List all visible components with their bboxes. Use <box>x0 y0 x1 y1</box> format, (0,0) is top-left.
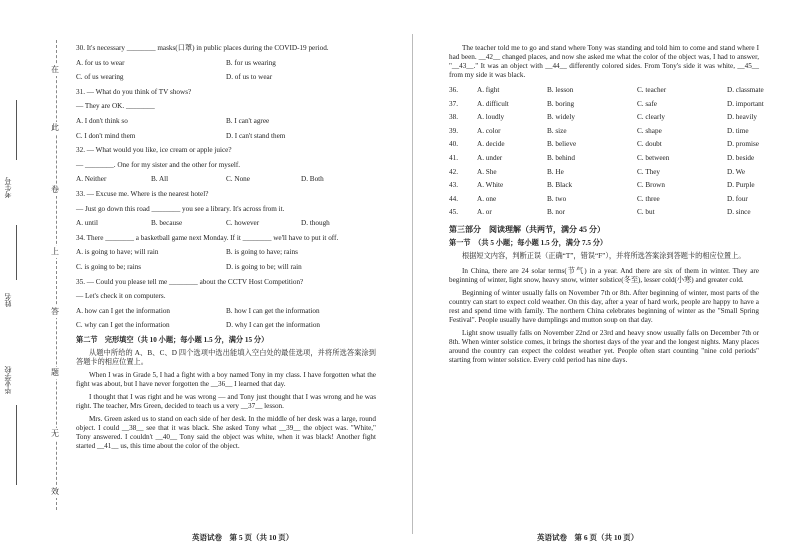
cloze-option: C. Brown <box>637 181 665 190</box>
answer-options <box>76 321 376 330</box>
question-number: 43. <box>449 181 458 190</box>
cloze-option: A. loudly <box>477 113 505 122</box>
cloze-option: D. since <box>727 208 751 217</box>
question-line: 35. — Could you please tell me ________ about the CCTV Host Competition? <box>76 277 304 286</box>
answer-option: B. for us wearing <box>226 58 276 67</box>
seal-char: 此 <box>51 123 59 132</box>
reading-instructions: 根据短文内容，判断正误（正确“T”，错误“F”），并将所选答案涂到答题卡的相应位置上。 <box>462 252 746 261</box>
question-line: — They are OK. ________ <box>76 102 155 111</box>
seal-char: 卷 <box>51 185 59 194</box>
cloze-option: A. difficult <box>477 99 509 108</box>
answer-option: A. Neither <box>76 175 107 184</box>
cloze-option: B. He <box>547 167 564 176</box>
cloze-option: A. one <box>477 194 497 203</box>
question-list <box>76 44 376 330</box>
answer-option: C. None <box>226 175 250 184</box>
reading-paragraph: Beginning of winter usually falls on November 7th or 8th. After beginning of winter, most parts of the country can start to expect cold weather. On this day, after a year of hard work, people are happy to have a rest and spend time with family. The northern China celebrates beginning of winter as the "Small Spring Festival". People usually have dumplings and mutton soup on that day. <box>449 289 759 325</box>
cloze-option: D. promise <box>727 140 759 149</box>
cloze-option: D. time <box>727 126 749 135</box>
reading-section1-title: 第一节 （共 5 小题；每小题 1.5 分，满分 7.5 分） <box>449 239 608 248</box>
question-number: 37. <box>449 99 458 108</box>
answer-options <box>76 132 376 141</box>
passage-paragraph: Mrs. Green asked us to stand on each side of her desk. In the middle of her desk was a large, round object. I could __38__ see that it was black. She asked Tony what __39__ the object was. "White," Tony answered. I couldn't __40__ Tony said the object was white, when it was black! Another fight started __41__ us, this time about the color of the object. <box>76 414 376 450</box>
passage-continued: The teacher told me to go and stand where Tony was standing and told him to come and stand where I had been. __42__ changed places, and now she asked me what the color of the object was, I had to answer, "__43__." It was an object with __44__ differently colored sides. From Tony's side it was white, __45__ from my side it was black. <box>449 44 759 79</box>
cloze-option: A. White <box>477 181 504 190</box>
question-number: 40. <box>449 140 458 149</box>
answer-option: B. is going to have; rains <box>226 248 298 257</box>
answer-options <box>76 263 376 272</box>
answer-option: A. is going to have; will rain <box>76 248 159 257</box>
answer-option: C. however <box>226 219 260 228</box>
seal-char: 在 <box>51 65 59 74</box>
answer-option: D. is going to be; will rain <box>226 262 302 271</box>
cloze-option: A. decide <box>477 140 505 149</box>
answer-option: D. though <box>301 219 330 228</box>
answer-options <box>76 307 376 316</box>
name-label: 姓名 <box>4 293 12 307</box>
answer-option: C. of us wearing <box>76 73 124 82</box>
seal-char: 效 <box>51 487 59 496</box>
reading-paragraph: Light snow usually falls on November 22nd or 23rd and heavy snow usually falls on December 7th or 8th. When winter solstice comes, it brings the shortest days of the year and the longest nights. Many places around the country can expect the coldest weather yet. People often start counting "nine cold periods" starting from winter solstice. Every cold period has nine days. <box>449 329 759 365</box>
question-line: — Let's check it on computers. <box>76 292 166 301</box>
cloze-option: D. We <box>727 167 746 176</box>
answer-options <box>76 175 376 184</box>
cloze-option: C. three <box>637 194 660 203</box>
cloze-option: D. four <box>727 194 748 203</box>
cloze-option: B. lesson <box>547 86 574 94</box>
question-line: — ________. One for my sister and the other for myself. <box>76 160 241 169</box>
cloze-option: C. but <box>637 208 655 217</box>
answer-option: B. All <box>151 175 169 184</box>
cloze-options-table <box>449 86 764 217</box>
cloze-option: C. doubt <box>637 140 662 149</box>
seal-char: 答 <box>51 307 59 316</box>
answer-options <box>76 59 376 68</box>
section2-title: 第二节 完形填空（共 10 小题；每小题 1.5 分，满分 15 分） <box>76 335 269 344</box>
answer-options <box>76 248 376 257</box>
passage-paragraph: When I was in Grade 5, I had a fight with a boy named Tony in my class. I have forgotten what the fight was about, but I have never forgotten the __36__ I learned that day. <box>76 370 376 388</box>
cloze-option: B. boring <box>547 99 575 108</box>
cloze-option: A. fight <box>477 86 500 94</box>
cloze-option: D. important <box>727 99 764 108</box>
answer-option: A. for us to wear <box>76 58 125 67</box>
question-number: 45. <box>449 208 458 217</box>
question-line: 33. — Excuse me. Where is the nearest hotel? <box>76 189 209 198</box>
cloze-option: B. two <box>547 194 567 203</box>
binding-gutter <box>0 0 70 560</box>
page-6 <box>449 44 764 369</box>
cloze-option: A. color <box>477 126 501 135</box>
cloze-option: D. Purple <box>727 181 755 190</box>
answer-option: D. of us to wear <box>226 73 273 82</box>
cloze-option: C. safe <box>637 99 657 108</box>
cloze-option: B. widely <box>547 113 575 122</box>
cloze-option: C. teacher <box>637 86 667 94</box>
seal-char: 上 <box>51 247 59 256</box>
cloze-option: B. Black <box>547 181 573 190</box>
cloze-option: C. They <box>637 167 661 176</box>
page-divider <box>412 34 413 534</box>
cloze-option: B. nor <box>547 208 565 217</box>
question-number: 39. <box>449 126 458 135</box>
field-line <box>16 225 17 280</box>
field-line <box>16 405 17 485</box>
answer-option: A. how can I get the information <box>76 306 171 315</box>
cloze-option: A. She <box>477 167 497 176</box>
page-footer-right: 英语试卷 第 6 页（共 10 页） <box>537 532 639 542</box>
reading-paragraph: In China, there are 24 solar terms(节气) in a year. And there are six of them in winter. They are beginning of winter, light snow, heavy snow, winter solstice(冬至), lesser cold(小寒) and greater cold. <box>449 267 759 285</box>
seal-char: 题 <box>51 368 59 377</box>
cloze-option: B. believe <box>547 140 577 149</box>
page-5 <box>76 44 376 455</box>
question-number: 36. <box>449 86 458 94</box>
answer-option: B. I can't agree <box>226 116 270 125</box>
answer-option: C. I don't mind them <box>76 131 136 140</box>
cloze-option: B. behind <box>547 153 575 162</box>
cloze-option: C. shape <box>637 126 662 135</box>
question-number: 44. <box>449 194 458 203</box>
cloze-option: D. beside <box>727 153 755 162</box>
question-line: 32. — What would you like, ice cream or apple juice? <box>76 146 232 155</box>
question-number: 42. <box>449 167 458 176</box>
answer-option: A. I don't think so <box>76 116 128 125</box>
answer-option: D. Both <box>301 175 324 184</box>
answer-option: C. why can I get the information <box>76 321 170 330</box>
answer-option: C. is going to be; rains <box>76 262 142 271</box>
seal-char: 无 <box>51 429 59 438</box>
passage-paragraph: I thought that I was right and he was wrong — and Tony just thought that I was wrong and he was right. The teacher, Mrs Green, decided to teach us a very __37__ lesson. <box>76 392 376 410</box>
page-footer-left: 英语试卷 第 5 页（共 10 页） <box>192 532 294 542</box>
cloze-option: D. heavily <box>727 113 757 122</box>
answer-options <box>76 73 376 82</box>
candidate-number-label: 考生号 <box>4 177 12 199</box>
cloze-option: D. classmate <box>727 86 764 94</box>
answer-option: B. because <box>151 219 183 228</box>
answer-option: D. why I can get the information <box>226 321 321 330</box>
question-line: 30. It's necessary ________ masks(口罩) in public places during the COVID-19 period. <box>76 44 329 52</box>
cloze-option: A. under <box>477 153 503 162</box>
section2-instructions: 从题中所给的 A、B、C、D 四个选项中选出能填入空白处的最佳选项，并将所选答案涂到答题卡的相应位置上。 <box>76 348 376 366</box>
answer-options <box>76 117 376 126</box>
question-line: 34. There ________ a basketball game next Monday. If it ________ we'll have to put it off. <box>76 233 339 242</box>
part3-title: 第三部分 阅读理解（共两节，满分 45 分） <box>449 225 605 235</box>
answer-option: D. I can't stand them <box>226 131 286 140</box>
cloze-option: B. size <box>547 126 567 135</box>
cloze-option: C. clearly <box>637 113 665 122</box>
answer-option: B. how I can get the information <box>226 306 320 315</box>
field-line <box>16 100 17 160</box>
answer-options <box>76 219 376 228</box>
school-label: 毕业学校 <box>4 366 12 394</box>
question-line: — Just go down this road ________ you see a library. It's across from it. <box>76 204 285 213</box>
cloze-option: C. between <box>637 153 670 162</box>
answer-option: A. until <box>76 219 98 228</box>
question-number: 38. <box>449 113 458 122</box>
cloze-option: A. or <box>477 208 492 217</box>
question-number: 41. <box>449 153 458 162</box>
question-line: 31. — What do you think of TV shows? <box>76 87 192 96</box>
